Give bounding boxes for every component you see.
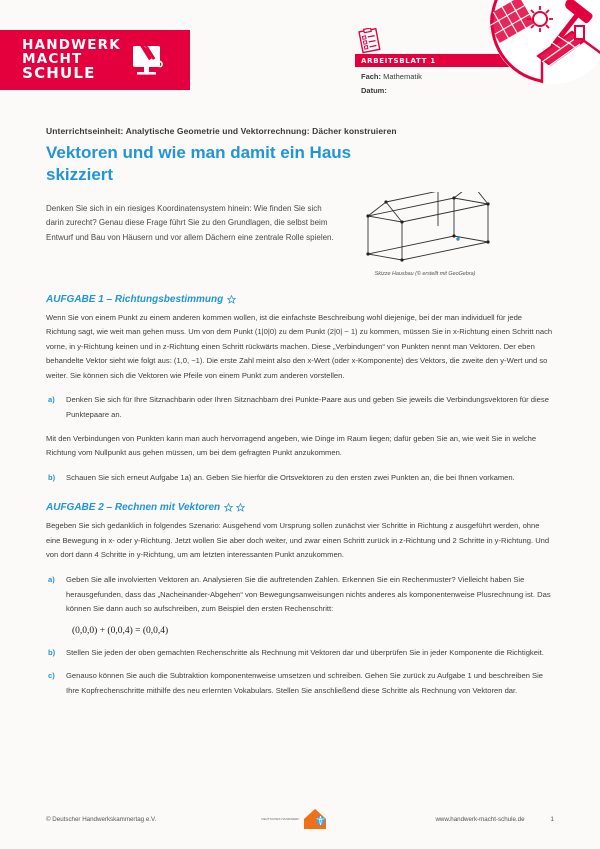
brand-logo-wordmark — [22, 39, 121, 81]
task-2-equation: (0,0,0) + (0,0,4) = (0,0,4) — [72, 625, 169, 636]
deutsches-handwerk-house-logo — [302, 807, 330, 831]
task-1-item-b-marker: b) — [48, 472, 56, 482]
footer-right-group — [435, 816, 554, 823]
brand-logo-line-2: MACHT — [22, 50, 83, 67]
page-footer — [0, 807, 600, 831]
brand-logo — [0, 30, 190, 90]
task-2-item-a — [46, 573, 554, 617]
task-2-item-c-text: Genauso können Sie auch die Subtraktion komponentenweise umsetzen und schreiben. Gehen Sie zurück zu Aufgabe 1 und beschreiben Sie Ihre Kopfrechenschritte mithilfe des neu erlernten Vokabulars. Stellen Sie anschließend diese Schritte als Rechnung von Vektoren dar. — [66, 671, 544, 695]
footer-page-number: 1 — [550, 815, 554, 823]
star-icon — [224, 503, 233, 512]
task-2-item-a-marker: a) — [48, 575, 55, 585]
subject-row — [361, 70, 422, 84]
subject-value: Mathematik — [383, 72, 422, 81]
page-header — [0, 0, 600, 118]
task-1-after-text: Mit den Verbindungen von Punkten kann man auch hervorragend angeben, wie Dinge im Raum liegen; dafür geben Sie an, wie weit Sie in welche Richtung vom Nullpunkt aus gehen müssen, um bei dem gefragten Punkt anzukommen. — [46, 433, 537, 458]
task-2-item-c-marker: c) — [48, 671, 55, 681]
task-2-heading-text: AUFGABE 2 – Rechnen mit Vektoren — [46, 502, 221, 514]
task-2-heading — [46, 502, 554, 513]
deutsches-handwerk-logo-text: DEUTSCHES HANDWERK — [261, 816, 300, 821]
house-sketch-figure — [350, 192, 500, 277]
solar-roof-hammer-sun-icon — [480, 0, 600, 102]
star-icon — [227, 295, 236, 304]
task-2-item-a-text: Geben Sie alle involvierten Vektoren an. Analysieren Sie die auftretenden Zahlen. Erkennen Sie ein Rechenmuster? Vielleicht haben Sie herausgefunden, dass das „Nacheinander-Abgehen“ von Bewegungsanweisungen nichts anderes als komponentenweise Plusrechnung ist. Das können Sie dann auch so aufschreiben, zum Beispiel den ersten Rechenschritt: — [66, 575, 551, 614]
date-row — [361, 84, 422, 98]
task-2-item-b-text: Stellen Sie jeden der oben gemachten Rechenschritte als Rechnung mit Vektoren dar und überprüfen Sie in jeder Komponente die Richtigkeit. — [66, 647, 544, 657]
monitor-pencil-logo-icon — [128, 40, 168, 80]
task-1-item-a-marker: a) — [48, 395, 55, 405]
footer-website[interactable]: www.handwerk-macht-schule.de — [435, 815, 525, 823]
worksheet-meta — [361, 70, 422, 99]
task-1-body: Wenn Sie von einem Punkt zu einem anderen kommen wollen, ist die einfachste Beschreibung wohl diejenige, bei der man individuell für jede Richtung sagt, wie weit man gehen muss. Um von dem Punkt (1|0|0) zu dem Punkt (2|0| − 1) zu kommen, müssen Sie in x-Richtung einen Schritt nach vorne, in y-Richtung keinen und in z-Richtung einen Schritt rückwärts machen. Diese „Verbindungen“ von Punkten nennt man Vektoren. Der eben behandelte Vektor sieht wie folgt aus: (1,0, −1). Die erste Zahl meint also den x-Wert (oder x-Komponente) des Vektors, die zweite den y-Wert und so weiter. Sie können sich die Vektoren wie Pfeile von einem Punkt zum anderen vorstellen. — [46, 312, 553, 380]
intro-paragraph: Denken Sie sich in ein riesiges Koordinatensystem hinein: Wie finden Sie sich darin zurecht? Genau diese Frage führt Sie zu den Grundlagen, die selbst beim Entwurf und Bau von Häusern und vor allem Dächern eine zentrale Rolle spielen. — [46, 203, 334, 243]
task-1-item-a — [46, 393, 554, 422]
page-eyebrow: Unterrichtseinheit: Analytische Geometrie und Vektorrechnung: Dächer konstruieren — [46, 126, 397, 136]
task-1-item-a-text: Denken Sie sich für Ihre Sitznachbarin oder Ihren Sitznachbarn drei Punkte-Paare aus und geben Sie jeweils die Verbindungsvektoren für diese Punktepaare an. — [66, 395, 549, 419]
task-1-difficulty-stars — [227, 295, 236, 304]
task-2-difficulty-stars — [224, 503, 245, 512]
task-1-heading — [46, 294, 554, 305]
task-1-heading-text: AUFGABE 1 – Richtungsbestimmung — [46, 293, 224, 305]
task-1-item-b — [46, 471, 554, 486]
task-2-item-b — [46, 646, 554, 661]
brand-logo-line-1: HANDWERK — [22, 37, 121, 53]
page-title: Vektoren und wie man damit ein Haus skizziert — [46, 143, 352, 184]
task-2-item-c — [46, 669, 554, 698]
subject-label: Fach: — [361, 72, 382, 81]
house-sketch-caption: Skizze Hausbau (© erstellt mit GeoGebra) — [374, 270, 476, 277]
star-icon — [236, 503, 245, 512]
date-label: Datum: — [361, 86, 387, 96]
deutsches-handwerk-logo — [261, 807, 330, 831]
worksheet-label-text: ARBEITSBLATT 1 — [361, 56, 436, 65]
worksheet-content — [0, 126, 600, 698]
house-wireframe-sketch — [350, 192, 500, 264]
task-2-body: Begeben Sie sich gedanklich in folgendes Szenario: Ausgehend vom Ursprung sollen zunächst vier Schritte in Richtung z ausgeführt werden, ohne eine Bewegung in x- oder y-Richtung. Jetzt wollen Sie aber doch weiter, und zwar einen Schritt zurück in z-Richtung und 2 Schritte in y-Richtung. Und von dort dann 4 Schritte in y-Richtung, um am letzten interessanten Punkt anzukommen. — [46, 521, 550, 560]
checklist-clipboard-icon — [358, 28, 382, 54]
brand-logo-line-3: SCHULE — [22, 64, 96, 82]
footer-copyright: © Deutscher Handwerkskammertag e.V. — [46, 815, 157, 823]
task-1-item-b-text: Schauen Sie sich erneut Aufgabe 1a) an. Geben Sie hierfür die Ortsvektoren zu den ersten zwei Punkten an, die bei Ihnen vorkamen. — [66, 472, 515, 482]
intro-section — [46, 202, 554, 277]
task-2-item-b-marker: b) — [48, 647, 56, 657]
